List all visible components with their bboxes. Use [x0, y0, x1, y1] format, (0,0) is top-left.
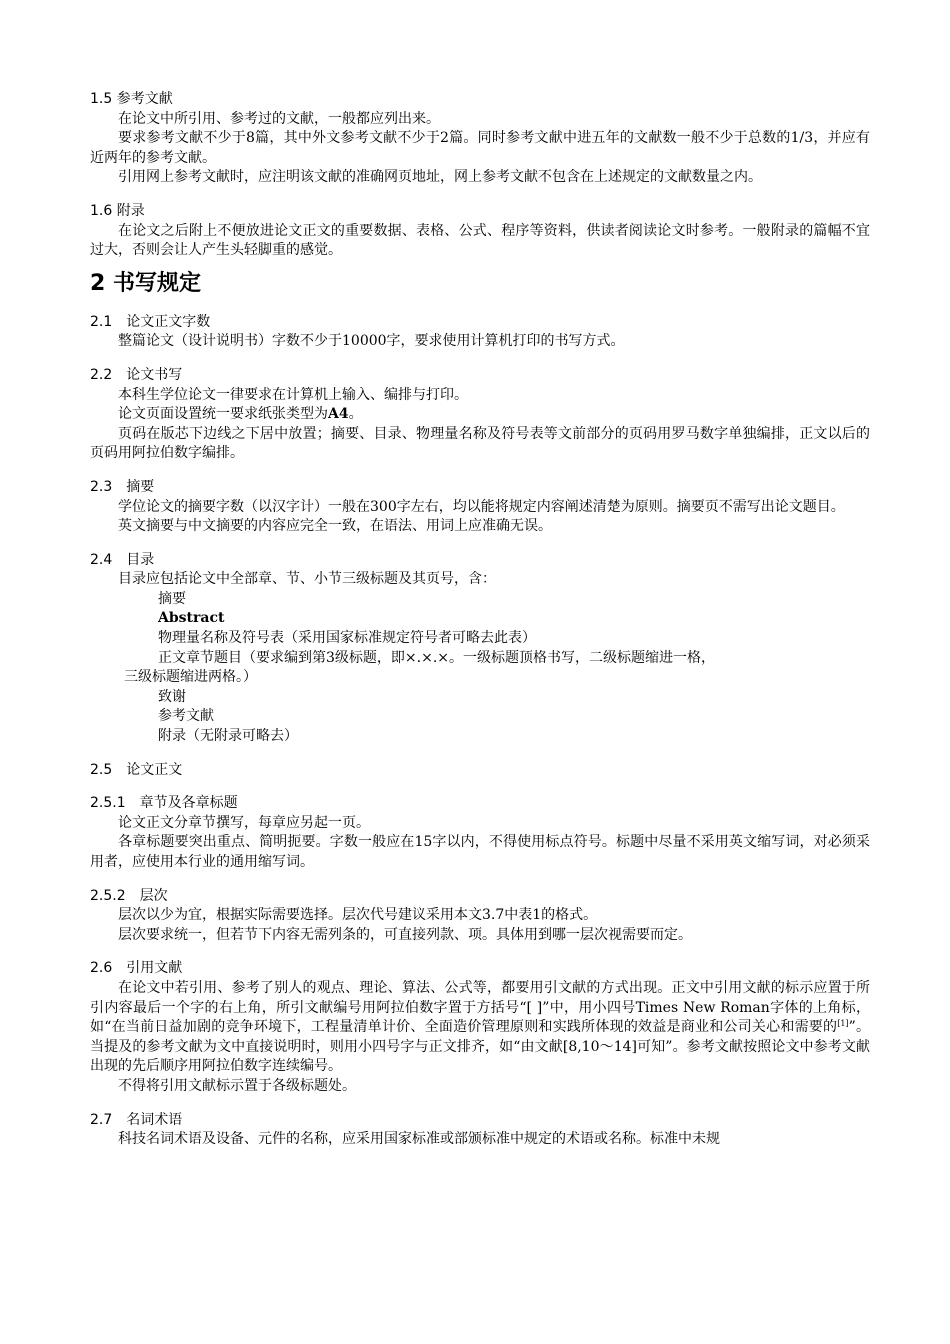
paragraph: 不得将引用文献标示置于各级标题处。: [118, 1077, 356, 1094]
section-heading-2-5: 2.5 论文正文: [90, 761, 183, 778]
paragraph: [90, 979, 870, 1077]
citation-text: 在论文中若引用、参考了别人的观点、理论、算法、公式等，都要用引文献的方式出现。正文中引用文献的标示应置于所引内容最后一个字的右上角，所引文献编号用阿拉伯数字置于方括号“[ ]”中，用小四号Times New Roman字体的上角标，如“在当前日益加剧的竞争环境下，工程量清单计价、全面造价管理原则和实践所体现的效益是商业和公司关心和需要的: [90, 979, 870, 1036]
punct: 。: [348, 406, 363, 423]
toc-item: 致谢: [158, 688, 186, 705]
section-heading-2-4: 2.4 目录: [90, 551, 155, 568]
citation-superscript: [1]: [837, 1019, 849, 1029]
toc-item-continuation: 三级标题缩进两格。）: [124, 669, 257, 686]
paragraph: 在论文中所引用、参考过的文献，一般都应列出来。: [118, 110, 440, 127]
paragraph: 科技名词术语及设备、元件的名称，应采用国家标准或部颁标准中规定的术语或名称。标准中未规: [118, 1131, 720, 1148]
paragraph: 论文正文分章节撰写，每章应另起一页。: [118, 814, 370, 831]
paragraph: 各章标题要突出重点、简明扼要。字数一般应在15字以内，不得使用标点符号。标题中尽量不采用英文缩写词，对必须采用者，应使用本行业的通用缩写词。: [90, 834, 870, 870]
paragraph: 目录应包括论文中全部章、节、小节三级标题及其页号，含：: [118, 571, 496, 588]
paragraph: 层次以少为宜，根据实际需要选择。层次代号建议采用本文3.7中表1的格式。: [118, 907, 598, 924]
paragraph: 英文摘要与中文摘要的内容应完全一致，在语法、用词上应准确无误。: [118, 518, 552, 535]
paragraph: 层次要求统一，但若节下内容无需列条的，可直接列款、项。具体用到哪一层次视需要而定。: [118, 926, 692, 943]
toc-item: 附录（无附录可略去）: [158, 728, 298, 745]
section-heading-1-6: 1.6 附录: [90, 202, 145, 219]
chapter-title: 2 书写规定: [90, 270, 201, 296]
section-heading-2-7: 2.7 名词术语: [90, 1111, 183, 1128]
paragraph: 页码在版芯下边线之下居中放置；摘要、目录、物理量名称及符号表等文前部分的页码用罗马数字单独编排，正文以后的页码用阿拉伯数字编排。: [90, 425, 870, 462]
section-heading-2-3: 2.3 摘要: [90, 478, 155, 495]
toc-item: Abstract: [158, 610, 225, 627]
section-heading-2-5-1: 2.5.1 章节及各章标题: [90, 795, 238, 812]
section-heading-1-5: 1.5 参考文献: [90, 91, 173, 107]
paragraph: 整篇论文（设计说明书）字数不少于10000字，要求使用计算机打印的书写方式。: [118, 333, 625, 350]
section-heading-2-6: 2.6 引用文献: [90, 960, 183, 977]
section-heading-2-5-2: 2.5.2 层次: [90, 887, 168, 904]
toc-item: 物理量名称及符号表（采用国家标准规定符号者可略去此表）: [158, 630, 536, 647]
paragraph: [90, 405, 870, 425]
citation-text-cont: ”。当提及的参考文献为文中直接说明时，则用小四号字与正文排齐，如“由文献[8,10～14]可知”。参考文献按照论文中参考文献出现的先后顺序用阿拉伯数字连续编号。: [90, 1019, 870, 1075]
document-page: [90, 90, 870, 1150]
paragraph: 本科生学位论文一律要求在计算机上输入、编排与打印。: [118, 386, 468, 403]
toc-item: 摘要: [158, 590, 186, 607]
paper-size-text: 论文页面设置统一要求纸张类型为: [118, 406, 328, 423]
toc-item: 参考文献: [158, 708, 214, 725]
paragraph: 要求参考文献不少于8篇，其中外文参考文献不少于2篇。同时参考文献中进五年的文献数一般不少于总数的1/3，并应有近两年的参考文献。: [90, 130, 870, 166]
paragraph: 学位论文的摘要字数（以汉字计）一般在300字左右，均以能将规定内容阐述清楚为原则。摘要页不需写出论文题目。: [118, 498, 845, 515]
section-heading-2-1: 2.1 论文正文字数: [90, 313, 211, 330]
toc-item: 正文章节题目（要求编到第3级标题，即×.×.×。一级标题顶格书写，二级标题缩进一格，: [158, 649, 715, 666]
paragraph: 在论文之后附上不便放进论文正文的重要数据、表格、公式、程序等资料，供读者阅读论文时参考。一般附录的篇幅不宜过大，否则会让人产生头轻脚重的感觉。: [90, 222, 870, 259]
paper-size-value: A4: [328, 406, 349, 423]
paragraph: 引用网上参考文献时，应注明该文献的准确网页地址，网上参考文献不包含在上述规定的文献数量之内。: [118, 169, 762, 186]
section-heading-2-2: 2.2 论文书写: [90, 366, 183, 383]
